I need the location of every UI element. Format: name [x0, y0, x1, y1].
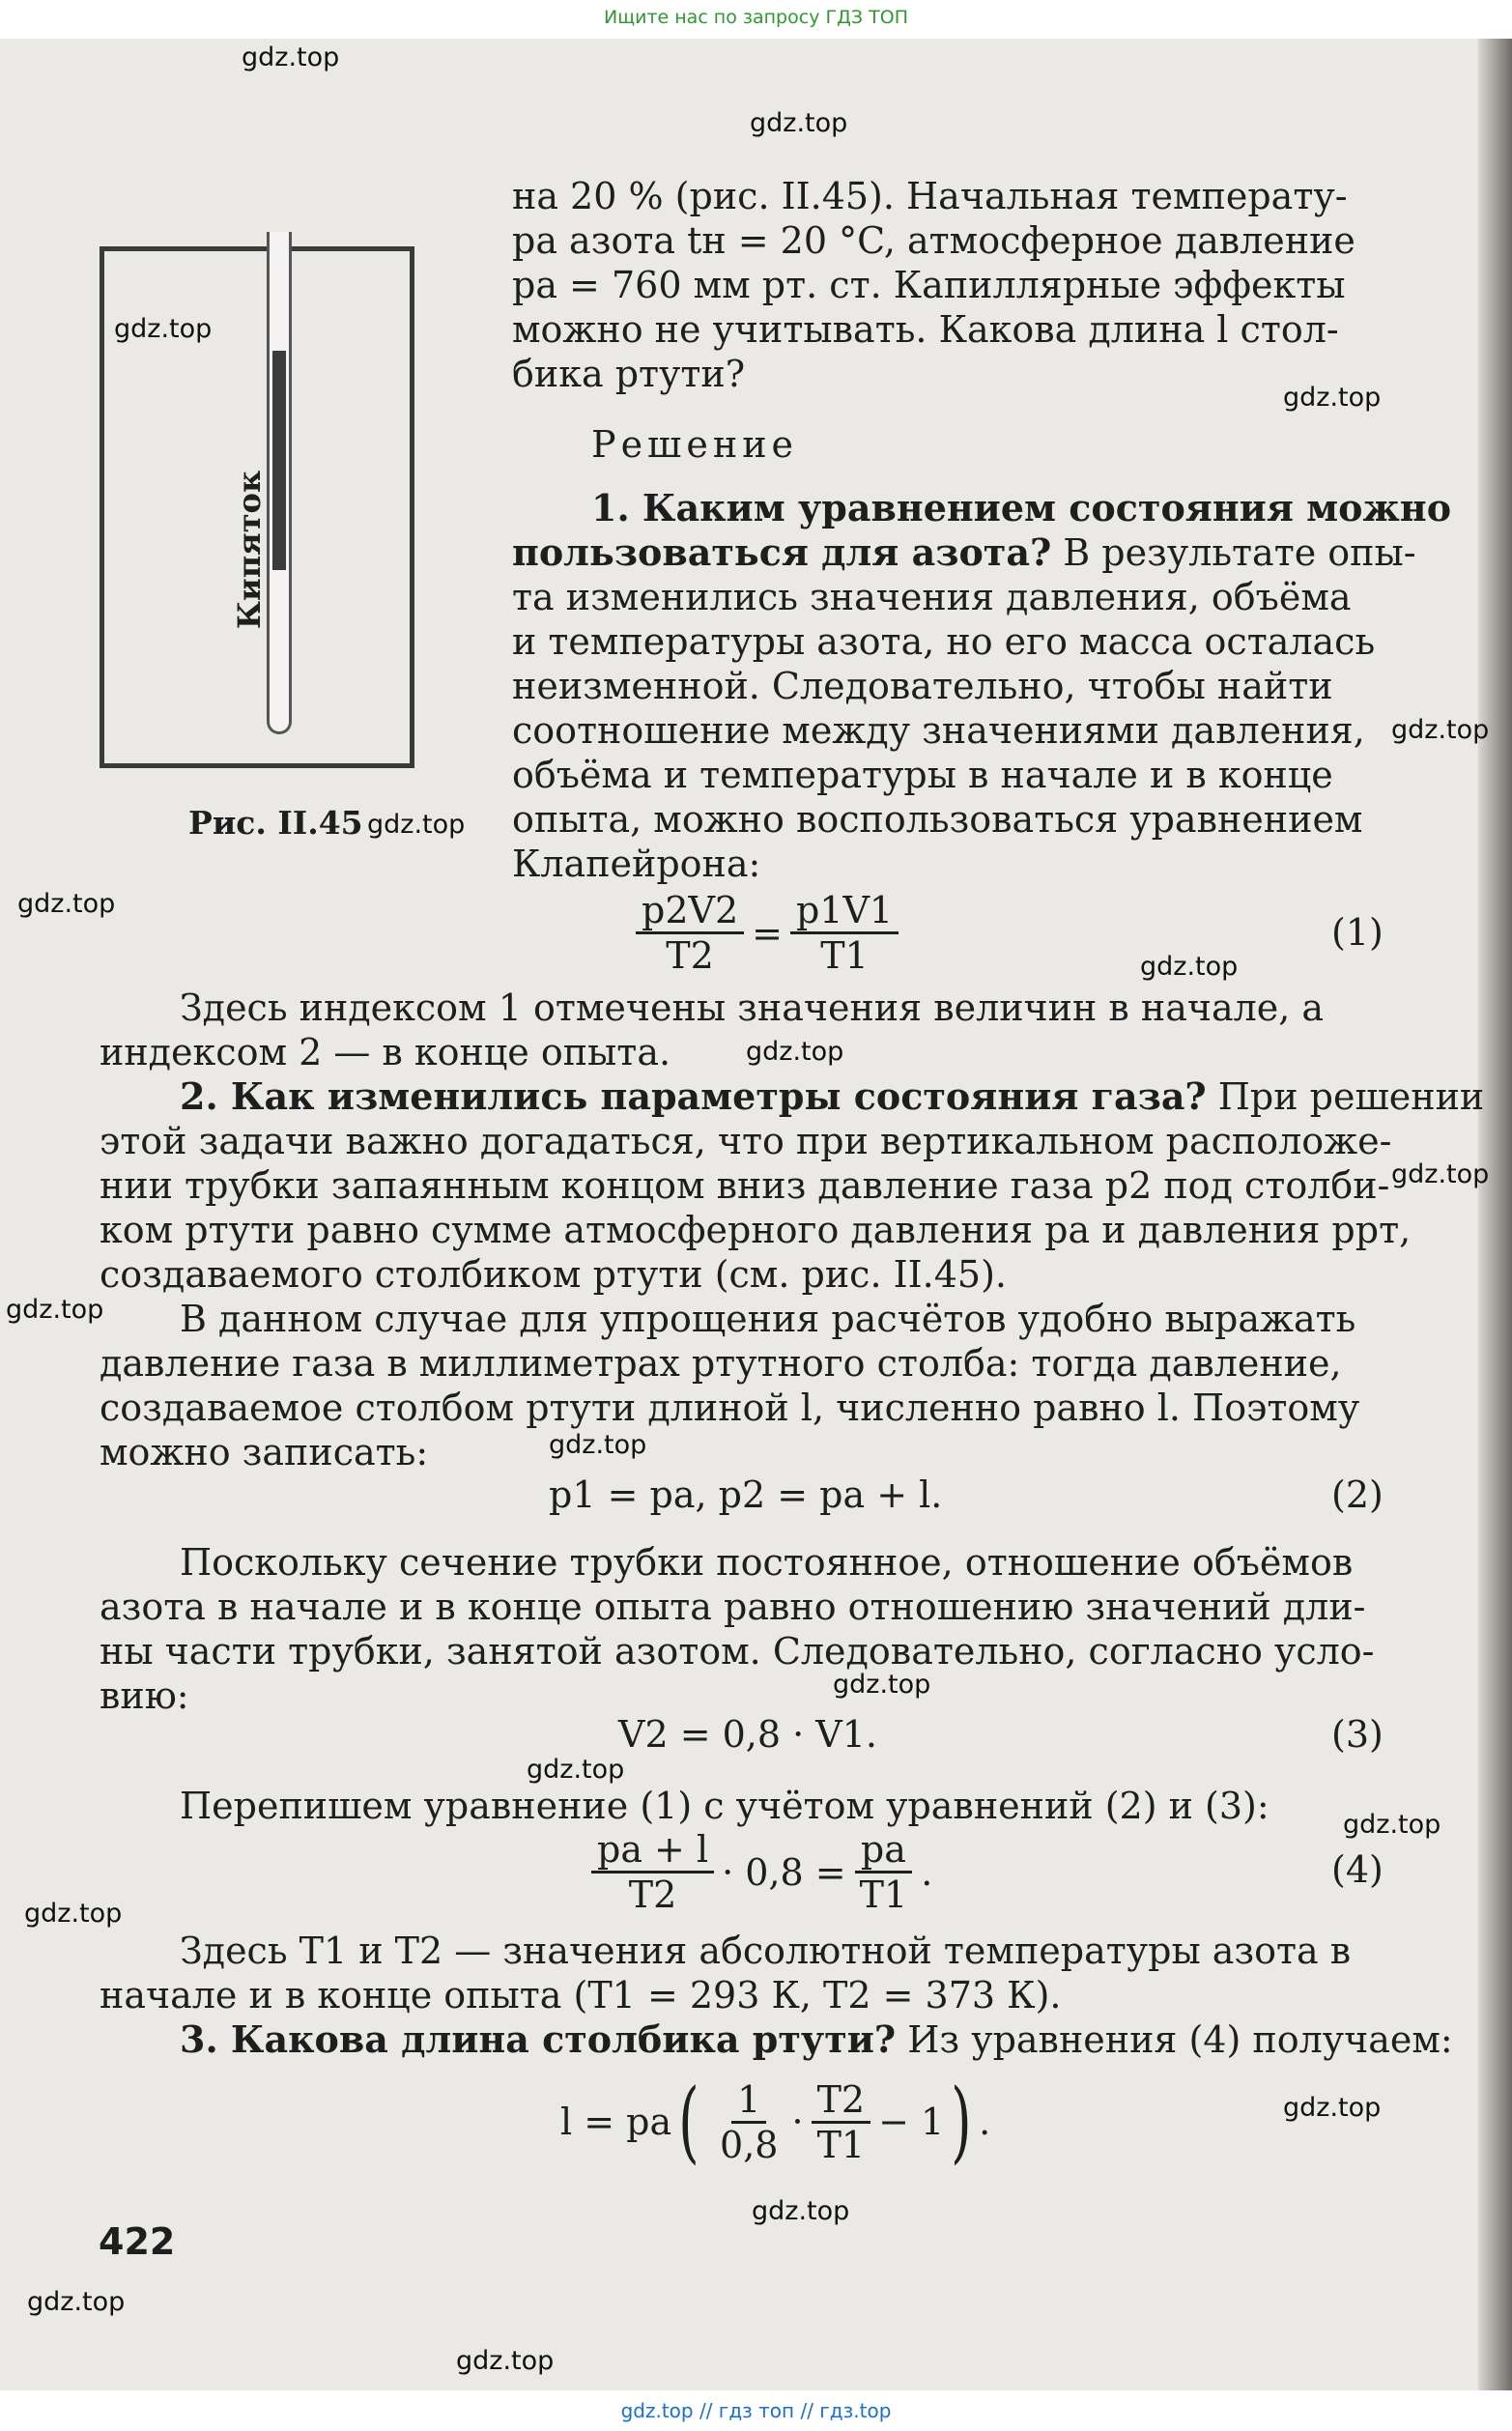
watermark: gdz.top — [17, 889, 116, 919]
figure-box — [100, 246, 414, 768]
equation-text: l = pа — [560, 2101, 672, 2143]
text-line: индексом 2 — в конце опыта. — [100, 1031, 671, 1073]
right-paren: ) — [951, 2070, 972, 2173]
watermark: gdz.top — [1283, 2093, 1382, 2123]
text-line: азота в начале и в конце опыта равно отношению значений дли- — [100, 1586, 1366, 1628]
watermark: gdz.top — [6, 1295, 104, 1325]
equation-operator: · 0,8 = — [722, 1850, 846, 1894]
question-heading: 3. Какова длина столбика ртути? — [180, 2017, 897, 2061]
text-line: pа = 760 мм рт. ст. Капиллярные эффекты — [512, 264, 1346, 306]
equation-operator: . — [979, 2101, 991, 2143]
left-paren: ( — [678, 2070, 699, 2173]
equation-5 — [560, 2070, 991, 2173]
text-line: Клапейрона: — [512, 843, 761, 885]
watermark: gdz.top — [1391, 715, 1490, 745]
fraction — [636, 889, 744, 977]
equation-4 — [584, 1828, 932, 1916]
page-edge — [1478, 39, 1512, 2390]
denominator: T1 — [859, 1873, 908, 1916]
watermark: gdz.top — [242, 43, 340, 72]
numerator: p1V1 — [790, 889, 899, 934]
text-line: Здесь индексом 1 отмечены значения величин в начале, а — [180, 987, 1325, 1029]
denominator: T2 — [628, 1873, 677, 1916]
text-line: та изменились значения давления, объёма — [512, 576, 1352, 618]
text-line: объёма и температуры в начале и в конце — [512, 754, 1333, 796]
watermark: gdz.top — [833, 1670, 931, 1700]
text-line: Поскольку сечение трубки постоянное, отношение объёмов — [180, 1541, 1354, 1584]
watermark: gdz.top — [27, 2287, 126, 2317]
mercury-column — [272, 351, 286, 570]
equation-text: − 1 — [878, 2101, 945, 2143]
text-line: можно не учитывать. Какова длина l стол- — [512, 308, 1339, 351]
question-heading: пользоваться для азота? — [512, 530, 1052, 574]
text-line: этой задачи важно догадаться, что при вертикальном расположе- — [100, 1120, 1392, 1162]
text-line: и температуры азота, но его масса осталась — [512, 620, 1376, 663]
fraction — [790, 889, 899, 977]
text-line: ком ртути равно сумме атмосферного давления pа и давления pрт, — [100, 1209, 1412, 1251]
equation-1 — [628, 889, 906, 977]
solution-heading: Решение — [591, 423, 799, 466]
fraction — [714, 2078, 784, 2166]
numerator: pа + l — [591, 1828, 714, 1873]
numerator: p2V2 — [636, 889, 744, 934]
page-number: 422 — [99, 2220, 176, 2263]
equation-3: V2 = 0,8 · V1. — [618, 1713, 877, 1756]
watermark: gdz.top — [24, 1899, 123, 1929]
watermark: gdz.top — [1391, 1159, 1490, 1189]
equation-2: p1 = pа, p2 = pа + l. — [549, 1473, 943, 1516]
watermark: gdz.top — [752, 2196, 850, 2226]
text-line: неизменной. Следовательно, чтобы найти — [512, 665, 1333, 707]
denominator: 0,8 — [720, 2123, 779, 2166]
equals-sign: = — [752, 911, 783, 955]
watermark: gdz.top — [367, 810, 466, 840]
text-line: ны части трубки, занятой азотом. Следовательно, согласно усло- — [100, 1630, 1375, 1673]
numerator: pа — [855, 1828, 912, 1873]
text-line: на 20 % (рис. II.45). Начальная температу- — [512, 175, 1348, 217]
text-line: соотношение между значениями давления, — [512, 709, 1365, 752]
tube — [267, 232, 292, 734]
text-line — [512, 530, 1416, 575]
question-heading: 1. Каким уравнением состояния можно — [591, 486, 1452, 529]
equation-number: (4) — [1331, 1848, 1384, 1891]
text-line: В данном случае для упрощения расчётов удобно выражать — [180, 1298, 1356, 1340]
watermark: gdz.top — [527, 1755, 625, 1785]
text-line: вию: — [100, 1674, 189, 1717]
text-line: можно записать: — [100, 1431, 429, 1473]
watermark: gdz.top — [114, 314, 213, 344]
figure-label: Кипяток — [231, 470, 268, 630]
fraction — [812, 2078, 871, 2166]
text-line: нии трубки запаянным концом вниз давление газа p2 под столби- — [100, 1164, 1390, 1207]
numerator: T2 — [812, 2078, 871, 2124]
text-line: создаваемое столбом ртути длиной l, численно равно l. Поэтому — [100, 1387, 1360, 1429]
denominator: T1 — [816, 2123, 866, 2166]
question-heading: 2. Как изменились параметры состояния газа? — [180, 1074, 1207, 1118]
bottom-banner[interactable]: gdz.top // гдз топ // гдз.top — [0, 2390, 1512, 2431]
watermark: gdz.top — [750, 108, 848, 138]
text-span: Из уравнения (4) получаем: — [896, 2018, 1453, 2061]
equation-number: (3) — [1331, 1713, 1384, 1756]
text-line — [180, 2017, 1453, 2062]
fraction — [591, 1828, 714, 1916]
denominator: T2 — [666, 934, 714, 977]
text-line: ра азота tн = 20 °C, атмосферное давление — [512, 219, 1355, 262]
watermark: gdz.top — [1343, 1810, 1441, 1840]
top-banner[interactable]: Ищите нас по запросу ГДЗ ТОП — [0, 0, 1512, 39]
text-span: При решении — [1206, 1075, 1485, 1118]
equation-number: (1) — [1331, 911, 1384, 954]
numerator: 1 — [731, 2078, 766, 2124]
text-line: начале и в конце опыта (T1 = 293 К, T2 = 373 К). — [100, 1974, 1062, 2016]
watermark: gdz.top — [746, 1037, 844, 1067]
watermark: gdz.top — [1283, 383, 1382, 413]
fraction — [854, 1828, 914, 1916]
figure-caption: Рис. II.45 — [188, 804, 363, 842]
equation-operator: · — [791, 2101, 804, 2143]
text-line: Здесь T1 и T2 — значения абсолютной температуры азота в — [180, 1930, 1352, 1972]
watermark: gdz.top — [549, 1430, 647, 1460]
equation-number: (2) — [1331, 1473, 1384, 1516]
watermark: gdz.top — [456, 2346, 555, 2376]
text-line: бика ртути? — [512, 353, 746, 395]
text-line: создаваемого столбиком ртути (см. рис. II.45). — [100, 1253, 1007, 1296]
denominator: T1 — [820, 934, 869, 977]
equation-operator: . — [921, 1850, 933, 1894]
text-line — [180, 1074, 1484, 1119]
text-line: Перепишем уравнение (1) с учётом уравнений (2) и (3): — [180, 1785, 1270, 1827]
watermark: gdz.top — [1140, 952, 1239, 982]
text-span: В результате опы- — [1051, 531, 1416, 574]
text-line: давление газа в миллиметрах ртутного столба: тогда давление, — [100, 1342, 1342, 1385]
text-line: опыта, можно воспользоваться уравнением — [512, 798, 1363, 841]
